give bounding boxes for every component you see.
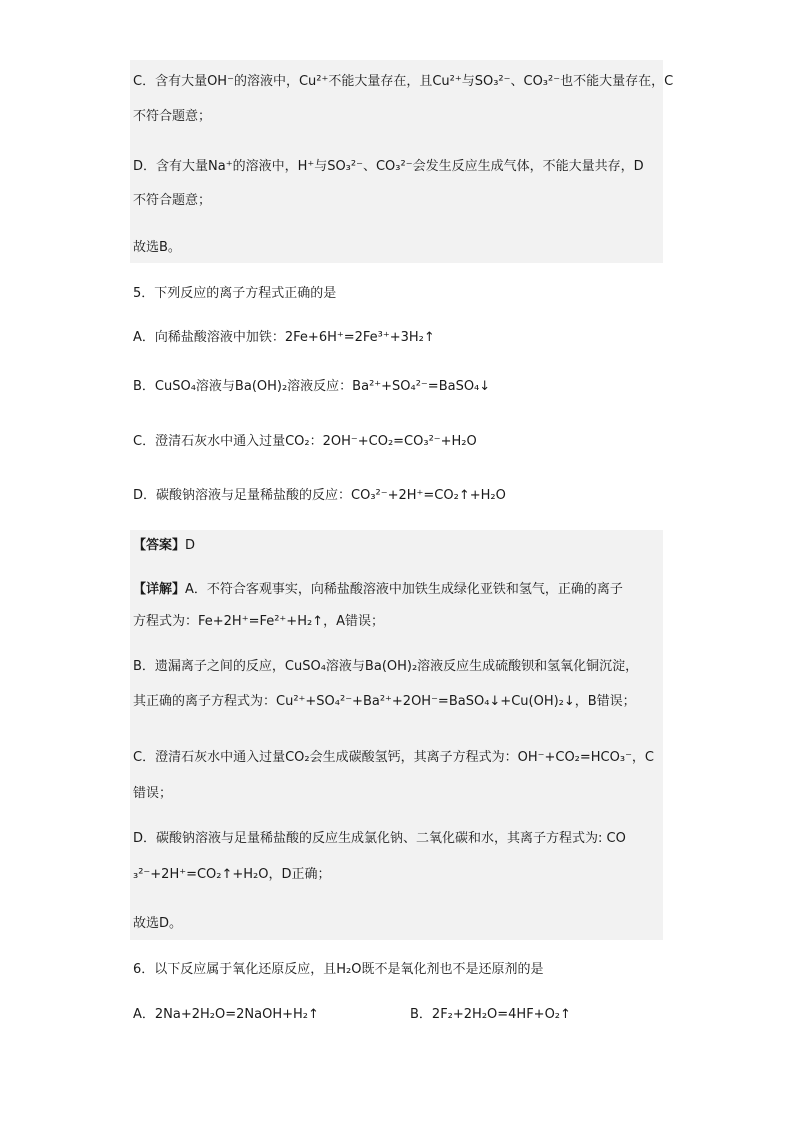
q5-conclusion: 故选D。 <box>133 916 183 931</box>
q5-detail-b-line1: B．遗漏离子之间的反应，CuSO₄溶液与Ba(OH)₂溶液反应生成硫酸钡和氢氧化铜沉淀， <box>133 659 639 674</box>
q5-detail-d-line1: D．碳酸钠溶液与足量稀盐酸的反应生成氯化钠、二氧化碳和水，其离子方程式为: CO <box>133 831 626 846</box>
q5-stem: 5．下列反应的离子方程式正确的是 <box>133 286 337 301</box>
q4-conclusion: 故选B。 <box>133 240 181 255</box>
q4-option-d-explanation-line2: 不符合题意； <box>133 193 212 208</box>
q5-detail-c-line2: 错误； <box>133 786 173 801</box>
q6-stem: 6．以下反应属于氧化还原反应，且H₂O既不是氧化剂也不是还原剂的是 <box>133 962 544 977</box>
q6-option-b: B．2F₂+2H₂O=4HF+O₂↑ <box>410 1007 571 1022</box>
q5-option-b: B．CuSO₄溶液与Ba(OH)₂溶液反应：Ba²⁺+SO₄²⁻=BaSO₄↓ <box>133 379 491 394</box>
q4-option-d-explanation-line1: D．含有大量Na⁺的溶液中，H⁺与SO₃²⁻、CO₃²⁻会发生反应生成气体，不能大量共存，D <box>133 159 644 174</box>
answer-label: 【答案】 <box>133 538 186 553</box>
q4-option-c-explanation-line2: 不符合题意； <box>133 109 212 124</box>
q5-option-d: D．碳酸钠溶液与足量稀盐酸的反应：CO₃²⁻+2H⁺=CO₂↑+H₂O <box>133 488 506 503</box>
q5-option-a: A．向稀盐酸溶液中加铁：2Fe+6H⁺=2Fe³⁺+3H₂↑ <box>133 330 435 345</box>
answer-value: D <box>185 538 196 553</box>
q5-answer <box>133 536 195 556</box>
q4-option-c-explanation-line1: C．含有大量OH⁻的溶液中，Cu²⁺不能大量存在，且Cu²⁺与SO₃²⁻、CO₃²⁻也不能大量存在，C <box>133 74 674 89</box>
q5-detail-c-line1: C．澄清石灰水中通入过量CO₂会生成碳酸氢钙，其离子方程式为：OH⁻+CO₂=HCO₃⁻，C <box>133 750 655 765</box>
q5-detail-a-line1 <box>133 580 623 600</box>
detail-a-text: A．不符合客观事实，向稀盐酸溶液中加铁生成绿化亚铁和氢气，正确的离子 <box>185 582 623 597</box>
detail-label: 【详解】 <box>133 582 186 597</box>
q5-detail-d-line2: ₃²⁻+2H⁺=CO₂↑+H₂O，D正确； <box>133 867 331 882</box>
q5-option-c: C．澄清石灰水中通入过量CO₂：2OH⁻+CO₂=CO₃²⁻+H₂O <box>133 434 477 449</box>
q6-option-a: A．2Na+2H₂O=2NaOH+H₂↑ <box>133 1007 319 1022</box>
q5-detail-a-line2: 方程式为：Fe+2H⁺=Fe²⁺+H₂↑，A错误； <box>133 614 384 629</box>
q5-detail-b-line2: 其正确的离子方程式为：Cu²⁺+SO₄²⁻+Ba²⁺+2OH⁻=BaSO₄↓+Cu(OH)₂↓，B错误； <box>133 694 636 709</box>
